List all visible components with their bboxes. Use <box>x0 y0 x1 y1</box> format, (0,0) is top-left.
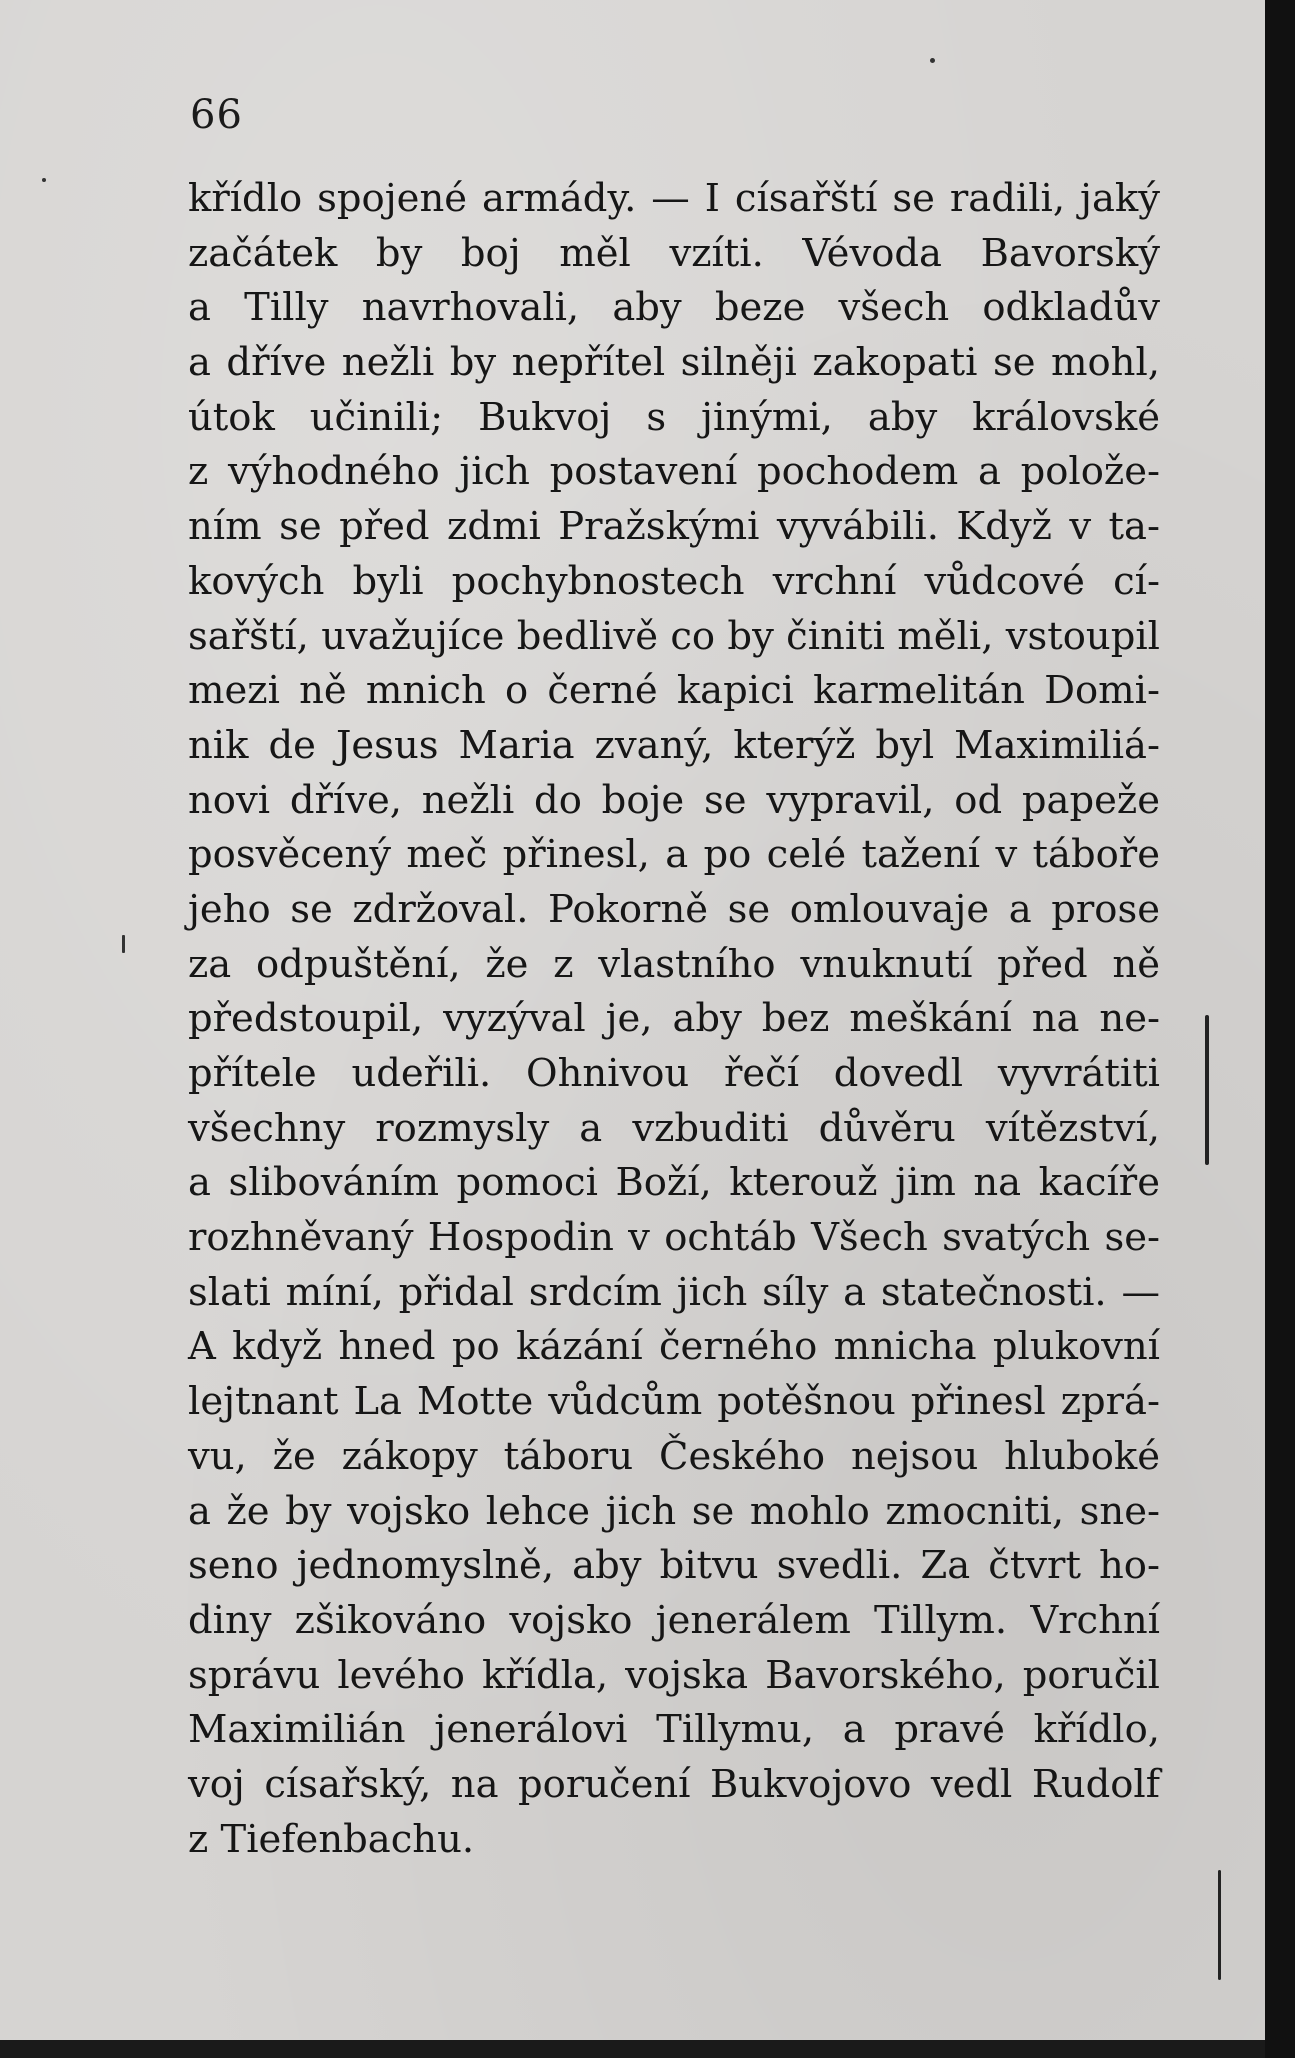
text-line: diny zšikováno vojsko jenerálem Tillym. Vrchní <box>188 1597 1160 1643</box>
text-line: vu, že zákopy táboru Českého nejsou hluboké <box>188 1433 1160 1479</box>
text-line: seno jednomyslně, aby bitvu svedli. Za čtvrt ho- <box>188 1543 1160 1589</box>
text-line: rozhněvaný Hospodin v ochtáb Všech svatých se- <box>188 1215 1160 1261</box>
text-line: útok učinili; Bukvoj s jinými, aby královské <box>188 394 1160 440</box>
scan-speck <box>1205 1015 1209 1165</box>
text-line: a slibováním pomoci Boží, kterouž jim na kacíře <box>188 1160 1160 1206</box>
text-line: přítele udeřili. Ohnivou řečí dovedl vyvrátiti <box>188 1051 1160 1096</box>
scan-speck <box>1218 1870 1221 1980</box>
text-line: A když hned po kázání černého mnicha plukovní <box>188 1324 1160 1370</box>
text-line: Maximilián jenerálovi Tillymu, a pravé křídlo, <box>188 1707 1160 1753</box>
page-number: 66 <box>190 92 243 138</box>
text-line: z výhodného jich postavení pochodem a polože- <box>188 449 1160 495</box>
text-line: z Tiefenbachu. <box>188 1816 475 1862</box>
body-text <box>188 172 1160 1867</box>
text-line: začátek by boj měl vzíti. Vévoda Bavorský <box>188 230 1160 276</box>
scan-speck <box>42 178 46 182</box>
text-line: správu levého křídla, vojska Bavorského, poručil <box>188 1652 1160 1698</box>
text-line: slati míní, přidal srdcím jich síly a statečnosti. — <box>188 1269 1160 1315</box>
scan-speck <box>122 935 125 953</box>
text-line: mezi ně mnich o černé kapici karmelitán Domi- <box>188 668 1160 714</box>
text-line: kových byli pochybnostech vrchní vůdcové cí- <box>188 558 1160 604</box>
text-line: posvěcený meč přinesl, a po celé tažení v táboře <box>188 832 1160 878</box>
scan-speck <box>930 58 935 63</box>
text-line: za odpuštění, že z vlastního vnuknutí před ně <box>188 941 1160 987</box>
text-line: voj císařský, na poručení Bukvojovo vedl Rudolf <box>188 1761 1160 1807</box>
text-line: jeho se zdržoval. Pokorně se omlouvaje a prose <box>188 886 1160 932</box>
scan-border <box>1265 0 1295 2058</box>
text-line: a dříve nežli by nepřítel silněji zakopati se mohl, <box>188 340 1160 386</box>
text-line: nik de Jesus Maria zvaný, kterýž byl Maximiliá- <box>188 722 1160 768</box>
text-line: všechny rozmysly a vzbuditi důvěru vítězství, <box>188 1105 1160 1151</box>
text-line: předstoupil, vyzýval je, aby bez meškání na ne- <box>188 996 1160 1042</box>
text-line: a Tilly navrhovali, aby beze všech odkladův <box>188 285 1160 331</box>
text-line: novi dříve, nežli do boje se vypravil, od papeže <box>188 777 1160 823</box>
text-line: a že by vojsko lehce jich se mohlo zmocniti, sne- <box>188 1488 1160 1534</box>
text-line: lejtnant La Motte vůdcům potěšnou přinesl zprá- <box>188 1379 1160 1425</box>
text-line: křídlo spojené armády. — I císařští se radili, jaký <box>188 176 1160 221</box>
text-line: sařští, uvažujíce bedlivě co by činiti měli, vstoupil <box>188 613 1160 659</box>
text-line: ním se před zdmi Pražskými vyvábili. Když v ta- <box>188 504 1160 550</box>
